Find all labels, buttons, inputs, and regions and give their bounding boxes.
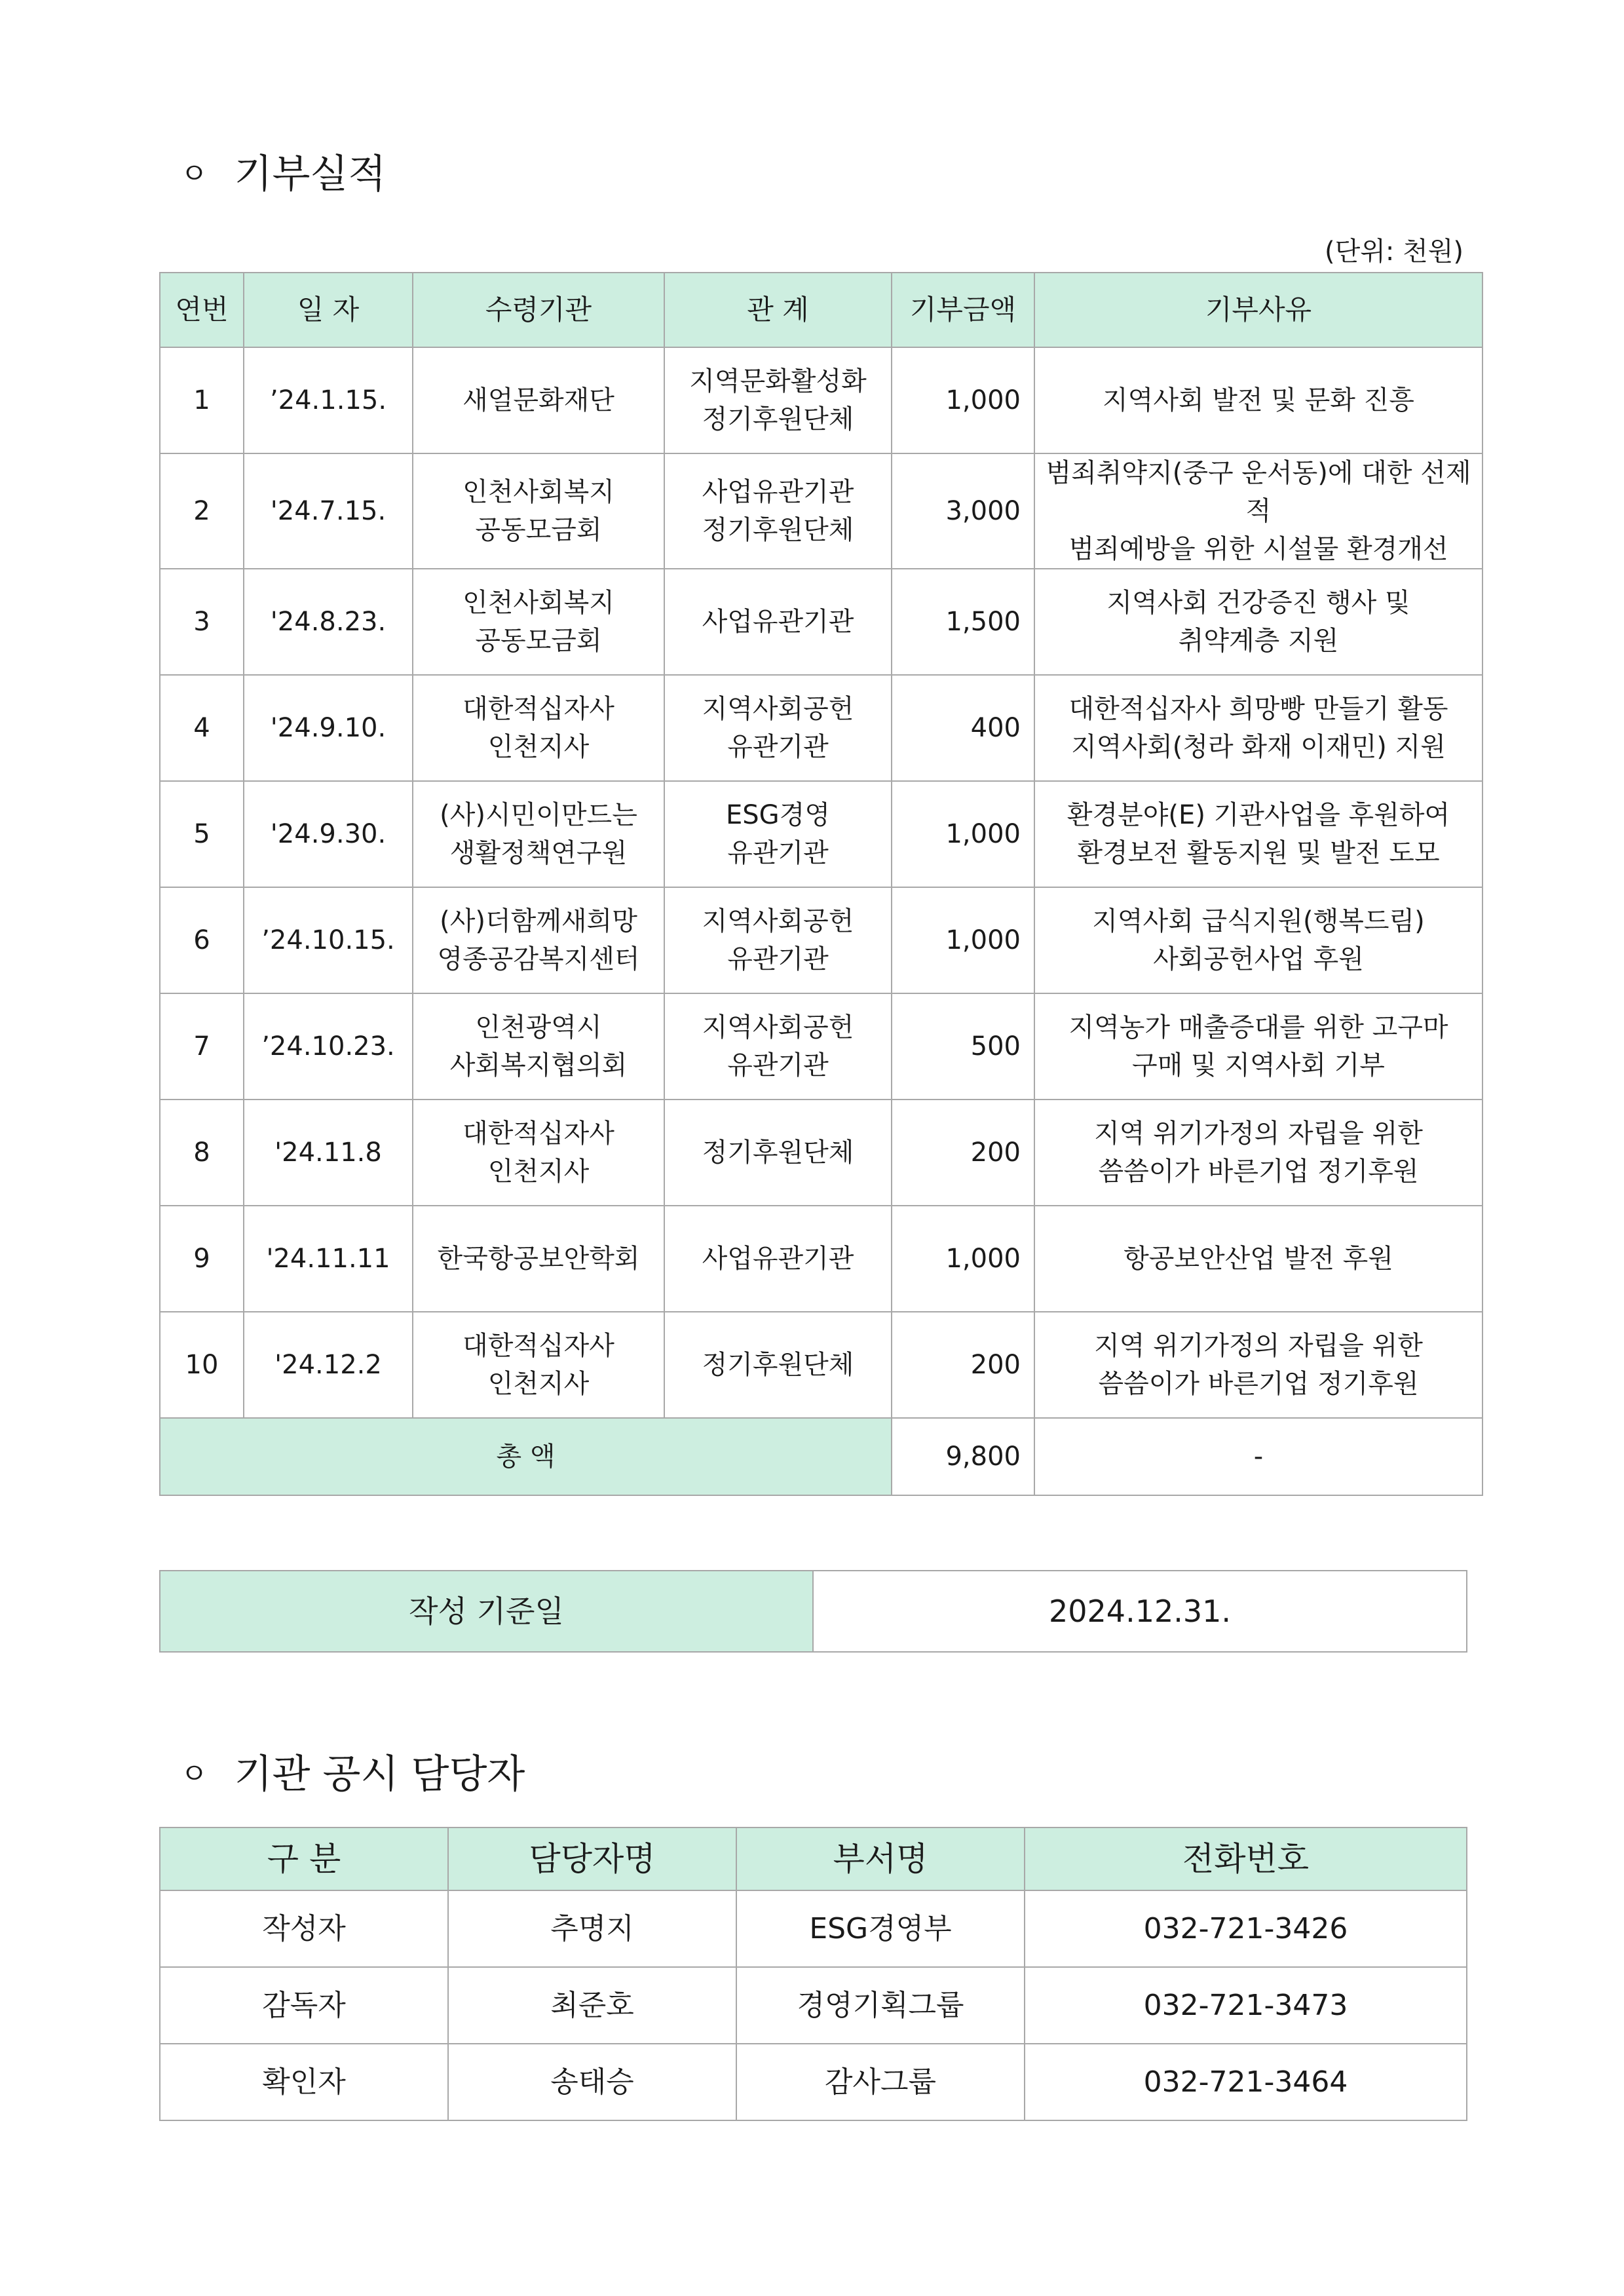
cell-relation-line: 지역문화활성화 — [689, 366, 867, 396]
cell-date: '24.7.15. — [244, 453, 413, 569]
cell-amount: 3,000 — [892, 453, 1034, 569]
cell-role: 작성자 — [160, 1890, 448, 1967]
cell-no: 7 — [160, 993, 244, 1100]
basis-value: 2024.12.31. — [813, 1571, 1467, 1652]
header-role: 구 분 — [160, 1827, 448, 1890]
cell-reason-line: 지역사회 건강증진 행사 및 — [1106, 588, 1410, 618]
cell-no: 5 — [160, 781, 244, 887]
cell-no: 8 — [160, 1100, 244, 1206]
table-row — [160, 1206, 1482, 1312]
table-row — [160, 781, 1482, 887]
cell-no: 10 — [160, 1312, 244, 1418]
cell-reason-line: 항공보안산업 발전 후원 — [1124, 1244, 1393, 1274]
basis-label: 작성 기준일 — [160, 1571, 813, 1652]
cell-recipient-line: 영종공감복지센터 — [437, 944, 640, 974]
cell-relation — [664, 887, 892, 993]
cell-relation-line: 정기후원단체 — [702, 515, 854, 545]
cell-amount: 200 — [892, 1100, 1034, 1206]
header-dept: 부서명 — [736, 1827, 1025, 1890]
cell-amount: 1,000 — [892, 347, 1034, 453]
cell-relation-line: 사업유관기관 — [702, 477, 854, 507]
cell-relation — [664, 1100, 892, 1206]
cell-amount: 500 — [892, 993, 1034, 1100]
cell-reason-line: 환경보전 활동지원 및 발전 도모 — [1077, 838, 1440, 868]
table-row — [160, 453, 1482, 569]
cell-reason — [1034, 781, 1482, 887]
cell-phone: 032-721-3426 — [1025, 1890, 1467, 1967]
cell-relation-line: 정기후원단체 — [702, 1350, 854, 1380]
cell-recipient-line: 대한적십자사 — [463, 1119, 614, 1149]
cell-reason-line: 사회공헌사업 후원 — [1153, 944, 1364, 974]
cell-reason-line: 범죄예방을 위한 시설물 환경개선 — [1068, 534, 1448, 564]
cell-date: '24.11.11 — [244, 1206, 413, 1312]
cell-no: 9 — [160, 1206, 244, 1312]
cell-reason-line: 지역 위기가정의 자립을 위한 — [1094, 1119, 1423, 1149]
cell-recipient-line: 인천지사 — [487, 1157, 590, 1187]
cell-relation-line: 유관기관 — [727, 838, 829, 868]
cell-recipient — [413, 887, 664, 993]
cell-reason — [1034, 453, 1482, 569]
cell-amount: 200 — [892, 1312, 1034, 1418]
cell-amount: 1,000 — [892, 1206, 1034, 1312]
cell-relation — [664, 1206, 892, 1312]
table-row — [160, 569, 1482, 675]
cell-relation — [664, 1312, 892, 1418]
cell-date: ’24.10.23. — [244, 993, 413, 1100]
cell-relation — [664, 675, 892, 781]
cell-reason — [1034, 569, 1482, 675]
cell-recipient-line: 생활정책연구원 — [449, 838, 628, 868]
cell-recipient — [413, 1100, 664, 1206]
cell-date: '24.8.23. — [244, 569, 413, 675]
cell-phone: 032-721-3473 — [1025, 1967, 1467, 2044]
header-name: 담당자명 — [448, 1827, 736, 1890]
cell-reason — [1034, 1312, 1482, 1418]
donation-table — [159, 272, 1483, 1496]
cell-role: 감독자 — [160, 1967, 448, 2044]
cell-no: 4 — [160, 675, 244, 781]
table-row — [160, 993, 1482, 1100]
cell-reason-line: 지역사회(청라 화재 이재민) 지원 — [1071, 732, 1446, 762]
cell-reason — [1034, 347, 1482, 453]
table-row — [160, 675, 1482, 781]
header-reason: 기부사유 — [1034, 273, 1482, 347]
table-row — [160, 887, 1482, 993]
contacts-table — [159, 1827, 1467, 2121]
total-label: 총 액 — [160, 1418, 892, 1495]
table-row — [160, 1100, 1482, 1206]
section-title-donation — [180, 148, 386, 201]
cell-recipient-line: 대한적십자사 — [463, 694, 614, 724]
cell-role: 확인자 — [160, 2044, 448, 2120]
cell-relation — [664, 453, 892, 569]
cell-relation — [664, 347, 892, 453]
cell-reason-line: 환경분야(E) 기관사업을 후원하여 — [1067, 800, 1450, 830]
cell-recipient-line: (사)더함께새희망 — [440, 906, 637, 936]
cell-recipient — [413, 347, 664, 453]
cell-reason — [1034, 1206, 1482, 1312]
cell-recipient-line: 한국항공보안학회 — [437, 1244, 640, 1274]
cell-relation-line: 지역사회공헌 — [702, 1012, 854, 1043]
cell-date: '24.12.2 — [244, 1312, 413, 1418]
bullet-icon: ㅇ — [180, 1757, 208, 1791]
cell-amount: 1,000 — [892, 887, 1034, 993]
cell-relation-line: 정기후원단체 — [702, 1138, 854, 1168]
section-title-contacts — [180, 1748, 525, 1801]
cell-reason-line: 범죄취약지(중구 운서동)에 대한 선제적 — [1046, 458, 1471, 526]
header-recipient: 수령기관 — [413, 273, 664, 347]
header-relation: 관 계 — [664, 273, 892, 347]
cell-recipient — [413, 569, 664, 675]
cell-recipient-line: 인천지사 — [487, 732, 590, 762]
header-amount: 기부금액 — [892, 273, 1034, 347]
header-date: 일 자 — [244, 273, 413, 347]
cell-amount: 1,000 — [892, 781, 1034, 887]
cell-date: '24.11.8 — [244, 1100, 413, 1206]
cell-recipient — [413, 675, 664, 781]
cell-reason — [1034, 1100, 1482, 1206]
cell-reason-line: 지역 위기가정의 자립을 위한 — [1094, 1331, 1423, 1361]
cell-reason-line: 지역농가 매출증대를 위한 고구마 — [1068, 1012, 1448, 1043]
table-header-row — [160, 273, 1482, 347]
cell-amount: 1,500 — [892, 569, 1034, 675]
cell-reason-line: 지역사회 발전 및 문화 진흥 — [1103, 385, 1414, 415]
cell-recipient — [413, 993, 664, 1100]
cell-no: 1 — [160, 347, 244, 453]
cell-reason-line: 대한적십자사 희망빵 만들기 활동 — [1068, 694, 1448, 724]
cell-relation — [664, 993, 892, 1100]
cell-reason-line: 취약계층 지원 — [1178, 626, 1339, 656]
table-header-row — [160, 1827, 1467, 1890]
cell-recipient — [413, 1206, 664, 1312]
section-title-text: 기관 공시 담당자 — [234, 1751, 525, 1797]
cell-relation-line: 지역사회공헌 — [702, 906, 854, 936]
cell-relation-line: 유관기관 — [727, 944, 829, 974]
cell-relation-line: 사업유관기관 — [702, 1244, 854, 1274]
cell-recipient-line: 새얼문화재단 — [463, 385, 614, 415]
cell-relation — [664, 569, 892, 675]
cell-reason-line: 씀씀이가 바른기업 정기후원 — [1098, 1369, 1419, 1399]
cell-reason-line: 지역사회 급식지원(행복드림) — [1092, 906, 1425, 936]
cell-name: 추명지 — [448, 1890, 736, 1967]
cell-reason-line: 구매 및 지역사회 기부 — [1132, 1050, 1385, 1081]
cell-recipient-line: 공동모금회 — [475, 515, 602, 545]
cell-relation — [664, 781, 892, 887]
cell-recipient-line: (사)시민이만드는 — [440, 800, 637, 830]
table-row — [160, 1890, 1467, 1967]
cell-recipient — [413, 1312, 664, 1418]
table-row — [160, 1312, 1482, 1418]
cell-relation-line: 사업유관기관 — [702, 607, 854, 637]
cell-amount: 400 — [892, 675, 1034, 781]
cell-name: 최준호 — [448, 1967, 736, 2044]
section-title-text: 기부실적 — [234, 151, 387, 197]
cell-date: '24.9.30. — [244, 781, 413, 887]
cell-recipient-line: 인천사회복지 — [463, 477, 614, 507]
header-no: 연번 — [160, 273, 244, 347]
total-reason: - — [1034, 1418, 1482, 1495]
cell-relation-line: 정기후원단체 — [702, 404, 854, 434]
table-row — [160, 347, 1482, 453]
cell-no: 6 — [160, 887, 244, 993]
cell-dept: ESG경영부 — [736, 1890, 1025, 1967]
cell-recipient — [413, 781, 664, 887]
cell-reason-line: 씀씀이가 바른기업 정기후원 — [1098, 1157, 1419, 1187]
cell-phone: 032-721-3464 — [1025, 2044, 1467, 2120]
header-phone: 전화번호 — [1025, 1827, 1467, 1890]
cell-recipient-line: 대한적십자사 — [463, 1331, 614, 1361]
cell-recipient-line: 인천광역시 — [475, 1012, 602, 1043]
cell-date: '24.9.10. — [244, 675, 413, 781]
cell-name: 송태승 — [448, 2044, 736, 2120]
cell-recipient — [413, 453, 664, 569]
unit-note: (단위: 천원) — [1325, 237, 1463, 267]
cell-dept: 경영기획그룹 — [736, 1967, 1025, 2044]
cell-date: ’24.1.15. — [244, 347, 413, 453]
cell-reason — [1034, 675, 1482, 781]
cell-relation-line: 유관기관 — [727, 732, 829, 762]
cell-relation-line: ESG경영 — [726, 800, 830, 830]
basis-date-table — [159, 1570, 1467, 1653]
cell-no: 3 — [160, 569, 244, 675]
cell-date: ’24.10.15. — [244, 887, 413, 993]
cell-relation-line: 유관기관 — [727, 1050, 829, 1081]
cell-recipient-line: 사회복지협의회 — [449, 1050, 628, 1081]
cell-recipient-line: 인천지사 — [487, 1369, 590, 1399]
bullet-icon: ㅇ — [180, 157, 208, 191]
cell-reason — [1034, 887, 1482, 993]
table-row — [160, 2044, 1467, 2120]
total-row — [160, 1418, 1482, 1495]
cell-recipient-line: 인천사회복지 — [463, 588, 614, 618]
table-row — [160, 1967, 1467, 2044]
total-amount: 9,800 — [892, 1418, 1034, 1495]
cell-relation-line: 지역사회공헌 — [702, 694, 854, 724]
cell-dept: 감사그룹 — [736, 2044, 1025, 2120]
cell-recipient-line: 공동모금회 — [475, 626, 602, 656]
basis-row — [160, 1571, 1467, 1652]
cell-no: 2 — [160, 453, 244, 569]
cell-reason — [1034, 993, 1482, 1100]
